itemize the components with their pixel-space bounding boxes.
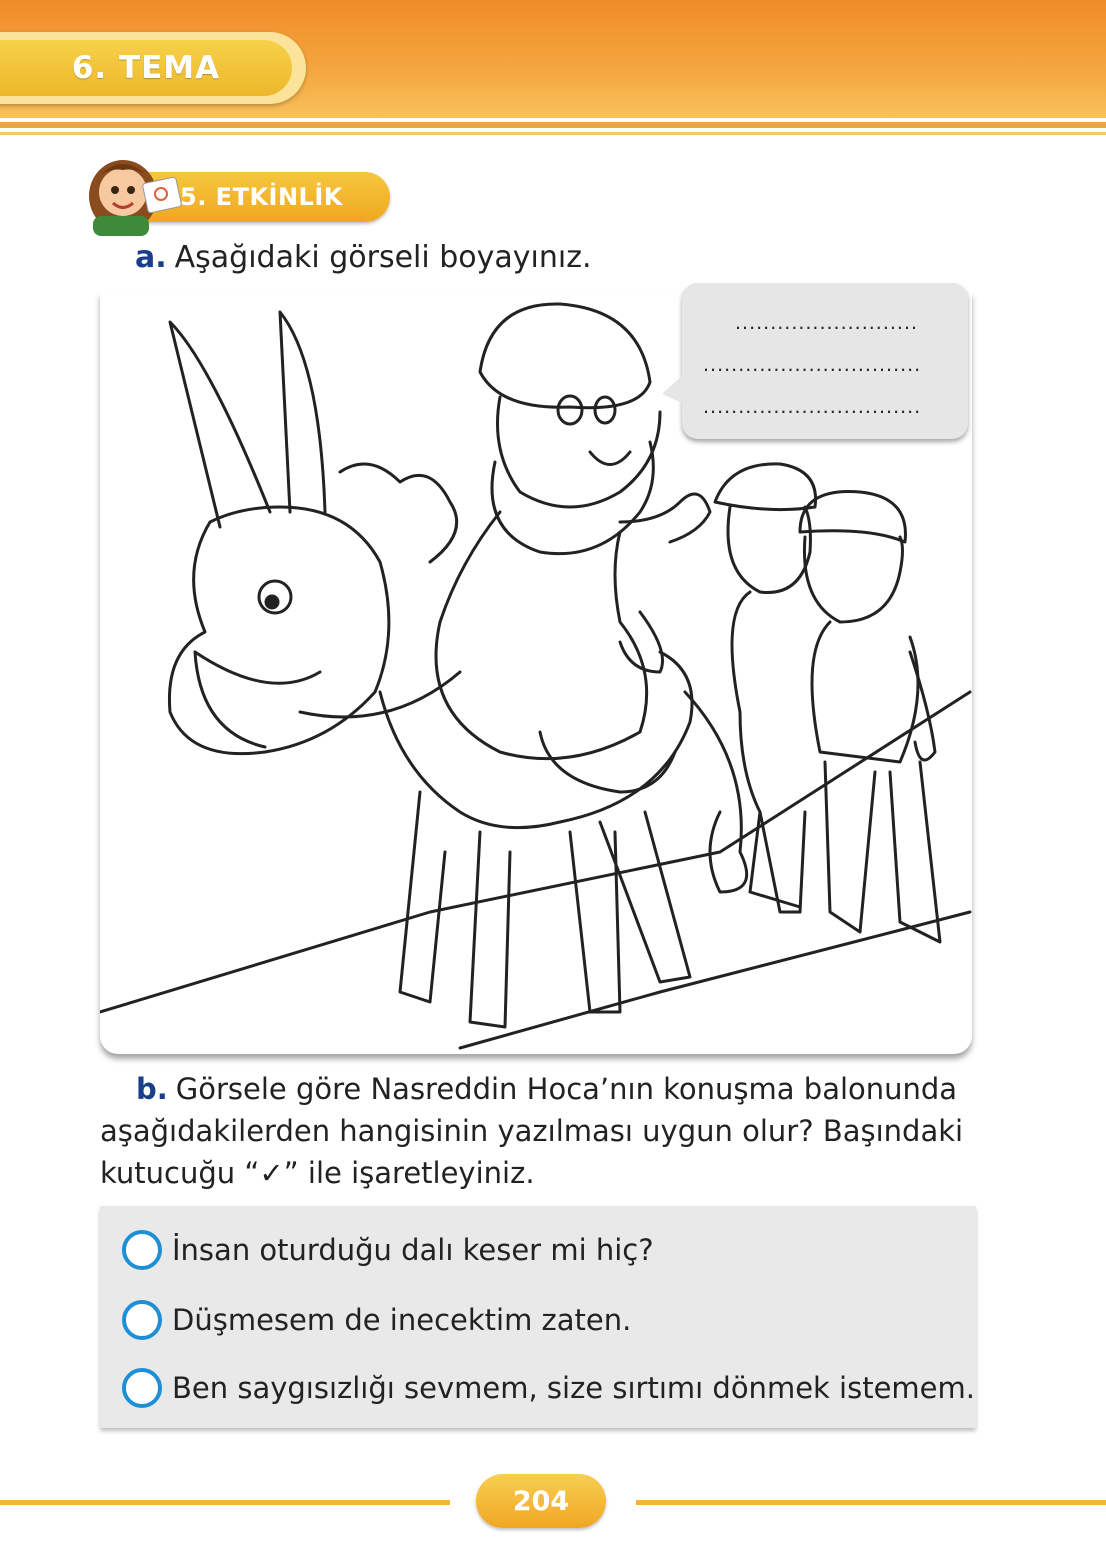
- bubble-line-2: ...............................: [703, 354, 922, 376]
- bubble-line-1: ..........................: [735, 312, 919, 334]
- question-b: [100, 1068, 980, 1194]
- boy-leg: [890, 762, 940, 942]
- hoca-eye: [558, 396, 582, 424]
- boy-leg: [825, 762, 875, 932]
- mascot-girl-icon: [75, 150, 185, 240]
- footer-rule-right: [636, 1500, 1106, 1505]
- option-2-checkbox[interactable]: [122, 1300, 162, 1340]
- header-rule: [0, 122, 1106, 128]
- activity-title: 5. ETKİNLİK: [180, 183, 343, 211]
- donkey-leg: [600, 812, 690, 982]
- boy-face: [804, 537, 902, 622]
- hoca-turban: [480, 304, 650, 408]
- ground-line: [100, 692, 970, 1012]
- speech-bubble-tail: [660, 370, 690, 410]
- boy-hair: [800, 492, 905, 543]
- option-1[interactable]: [122, 1230, 654, 1270]
- boy-vest: [812, 622, 918, 762]
- donkey-tail: [685, 692, 747, 892]
- hoca-mouth: [590, 452, 630, 465]
- option-1-text: İnsan oturduğu dalı keser mi hiç?: [172, 1233, 654, 1267]
- question-a-text: Aşağıdaki görseli boyayınız.: [174, 240, 592, 275]
- hoca-eye: [595, 397, 615, 423]
- hoca-robe: [436, 512, 647, 759]
- bubble-line-3: ...............................: [703, 396, 922, 418]
- footer-rule-left: [0, 1500, 450, 1505]
- ground-line: [460, 912, 970, 1048]
- boy-body: [732, 592, 805, 912]
- option-1-checkbox[interactable]: [122, 1230, 162, 1270]
- page-number: 204: [512, 1485, 570, 1517]
- donkey-ear: [280, 312, 325, 512]
- question-a-letter: a.: [135, 240, 167, 275]
- option-3-text: Ben saygısızlığı sevmem, size sırtımı dönmek istemem.: [172, 1371, 975, 1405]
- tema-title: 6. TEMA: [71, 50, 221, 86]
- question-b-text: Görsele göre Nasreddin Hoca’nın konuşma balonunda aşağıdakilerden hangisinin yazılması uygun olur? Başındaki kutucuğu “✓” ile işaretleyiniz.: [100, 1072, 964, 1190]
- question-a: [135, 240, 592, 275]
- boy-arm: [910, 652, 935, 760]
- hoca-face: [498, 397, 661, 507]
- donkey-leg: [470, 832, 510, 1027]
- page-number-badge: [476, 1474, 606, 1528]
- header-rule-thin: [0, 132, 1106, 135]
- question-b-letter: b.: [136, 1072, 168, 1106]
- boy-cap: [715, 464, 816, 510]
- donkey-mane: [340, 464, 457, 562]
- option-3[interactable]: [122, 1368, 975, 1408]
- hoca-leg: [540, 732, 675, 792]
- tema-badge: [0, 40, 292, 96]
- donkey-ear: [170, 322, 270, 527]
- option-2-text: Düşmesem de inecektim zaten.: [172, 1303, 632, 1337]
- donkey-leg: [400, 792, 445, 1002]
- donkey-halter: [195, 652, 460, 747]
- boy-face: [728, 507, 810, 593]
- option-2[interactable]: [122, 1300, 631, 1340]
- option-3-checkbox[interactable]: [122, 1368, 162, 1408]
- hoca-beard: [492, 442, 653, 554]
